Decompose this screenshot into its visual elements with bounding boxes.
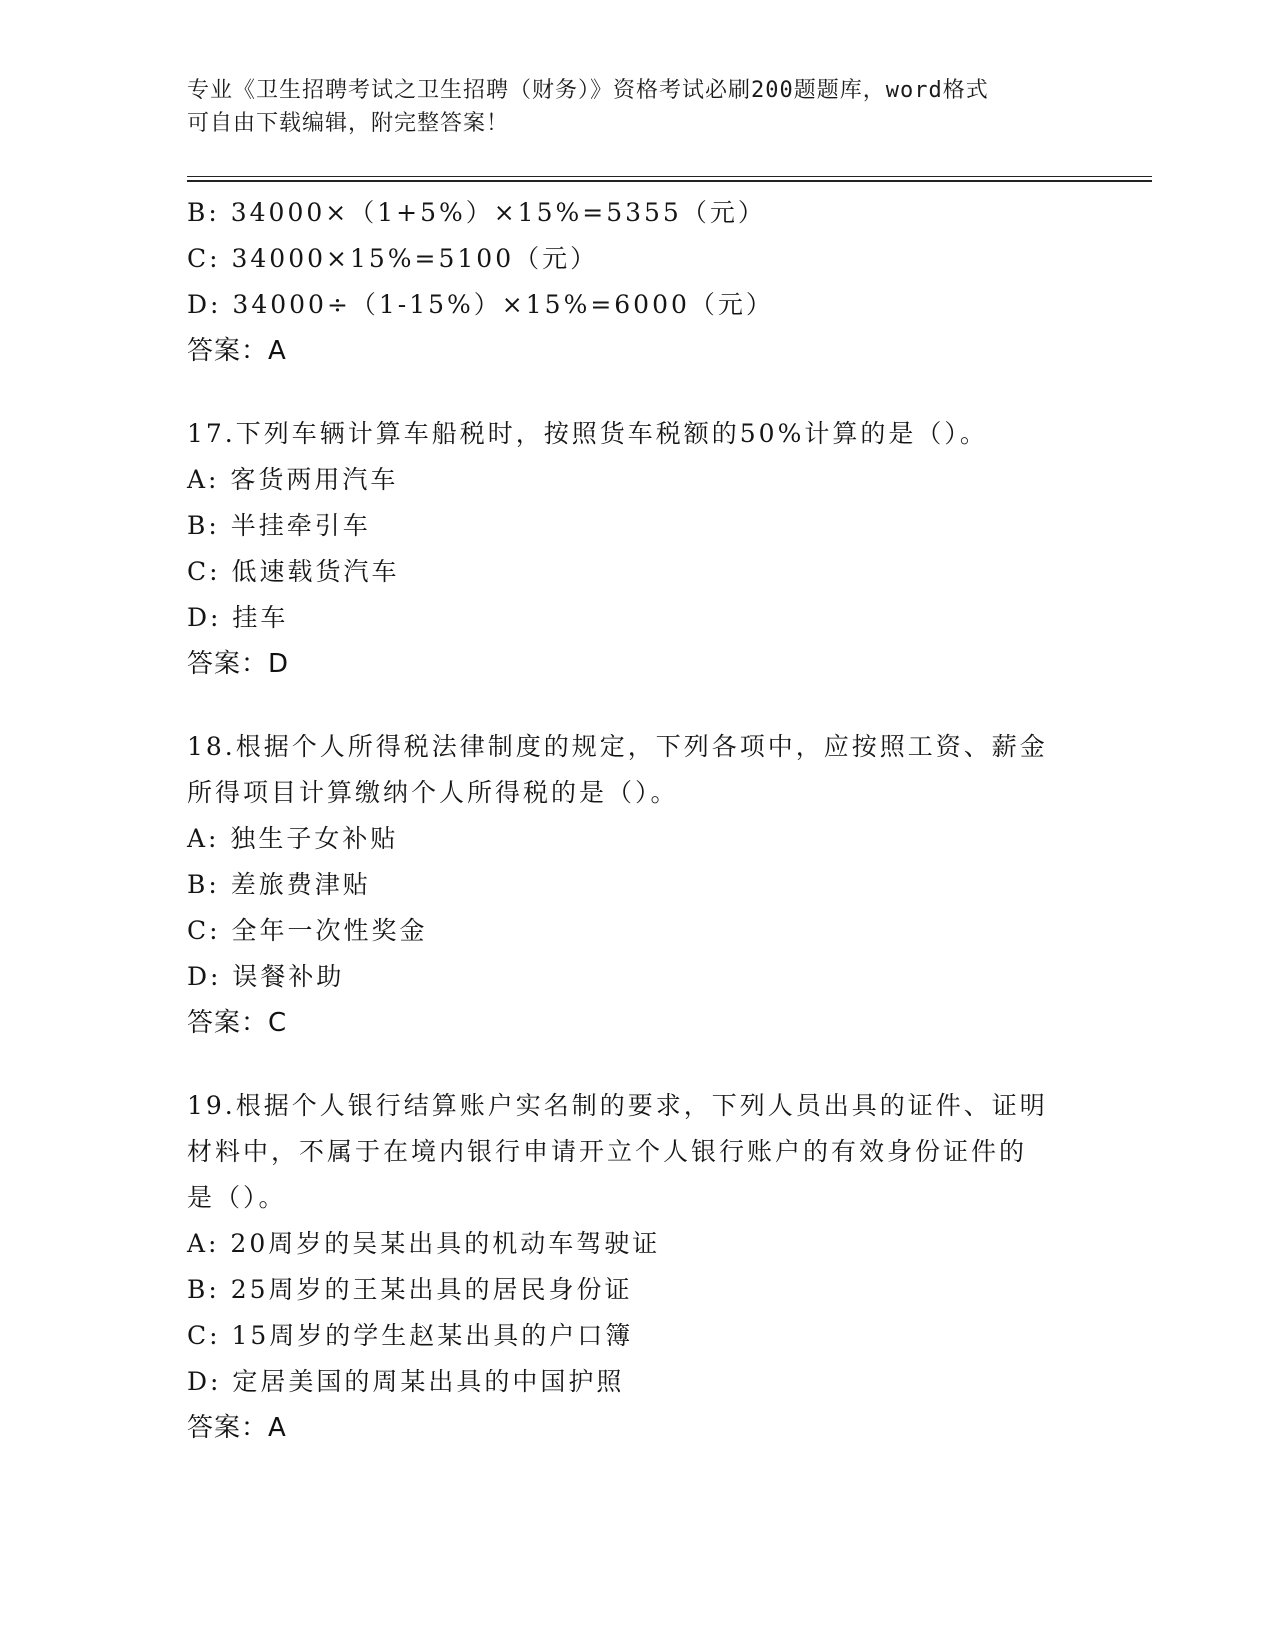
option-b: B: 差旅费津贴 (187, 870, 371, 899)
option-c: C: 全年一次性奖金 (187, 916, 428, 945)
option-c: C: 15周岁的学生赵某出具的户口簿 (187, 1321, 634, 1350)
option-d: D: 34000÷（1-15%）×15%=6000（元） (187, 290, 774, 319)
option-c: C: 低速载货汽车 (187, 557, 400, 586)
option-b: B: 25周岁的王某出具的居民身份证 (187, 1275, 633, 1304)
question-18 (187, 724, 1087, 1046)
option-d: D: 挂车 (187, 603, 289, 632)
question-text-line-1: 18.根据个人所得税法律制度的规定，下列各项中，应按照工资、薪金 (187, 732, 1048, 761)
option-b: B: 半挂牵引车 (187, 511, 371, 540)
header-title-line-2: 可自由下载编辑，附完整答案！ (187, 111, 510, 136)
question-text: 17.下列车辆计算车船税时，按照货车税额的50%计算的是（）。 (187, 419, 988, 448)
option-d: D: 定居美国的周某出具的中国护照 (187, 1367, 625, 1396)
question-text-line-2: 所得项目计算缴纳个人所得税的是（）。 (187, 778, 679, 807)
question-16-continued (187, 190, 1087, 374)
option-a: A: 20周岁的吴某出具的机动车驾驶证 (187, 1229, 661, 1258)
header-title-line-1: 专业《卫生招聘考试之卫生招聘（财务）》资格考试必刷200题题库，word格式 (187, 78, 989, 103)
question-17 (187, 411, 1087, 687)
option-b: B: 34000×（1+5%）×15%=5355（元） (187, 198, 766, 227)
answer-line: 答案：A (187, 1413, 287, 1443)
header-divider-thick (187, 180, 1152, 182)
document-header (187, 74, 1087, 140)
header-divider-thin (187, 176, 1152, 177)
option-a: A: 客货两用汽车 (187, 465, 399, 494)
question-19 (187, 1083, 1087, 1451)
option-c: C: 34000×15%=5100（元） (187, 244, 599, 273)
question-text-line-1: 19.根据个人银行结算账户实名制的要求，下列人员出具的证件、证明 (187, 1091, 1048, 1120)
answer-line: 答案：A (187, 336, 287, 366)
question-text-line-3: 是（）。 (187, 1183, 287, 1212)
answer-line: 答案：C (187, 1008, 288, 1038)
option-a: A: 独生子女补贴 (187, 824, 399, 853)
document-body (187, 190, 1087, 1451)
option-d: D: 误餐补助 (187, 962, 345, 991)
answer-line: 答案：D (187, 649, 290, 679)
question-text-line-2: 材料中，不属于在境内银行申请开立个人银行账户的有效身份证件的 (187, 1137, 1028, 1166)
